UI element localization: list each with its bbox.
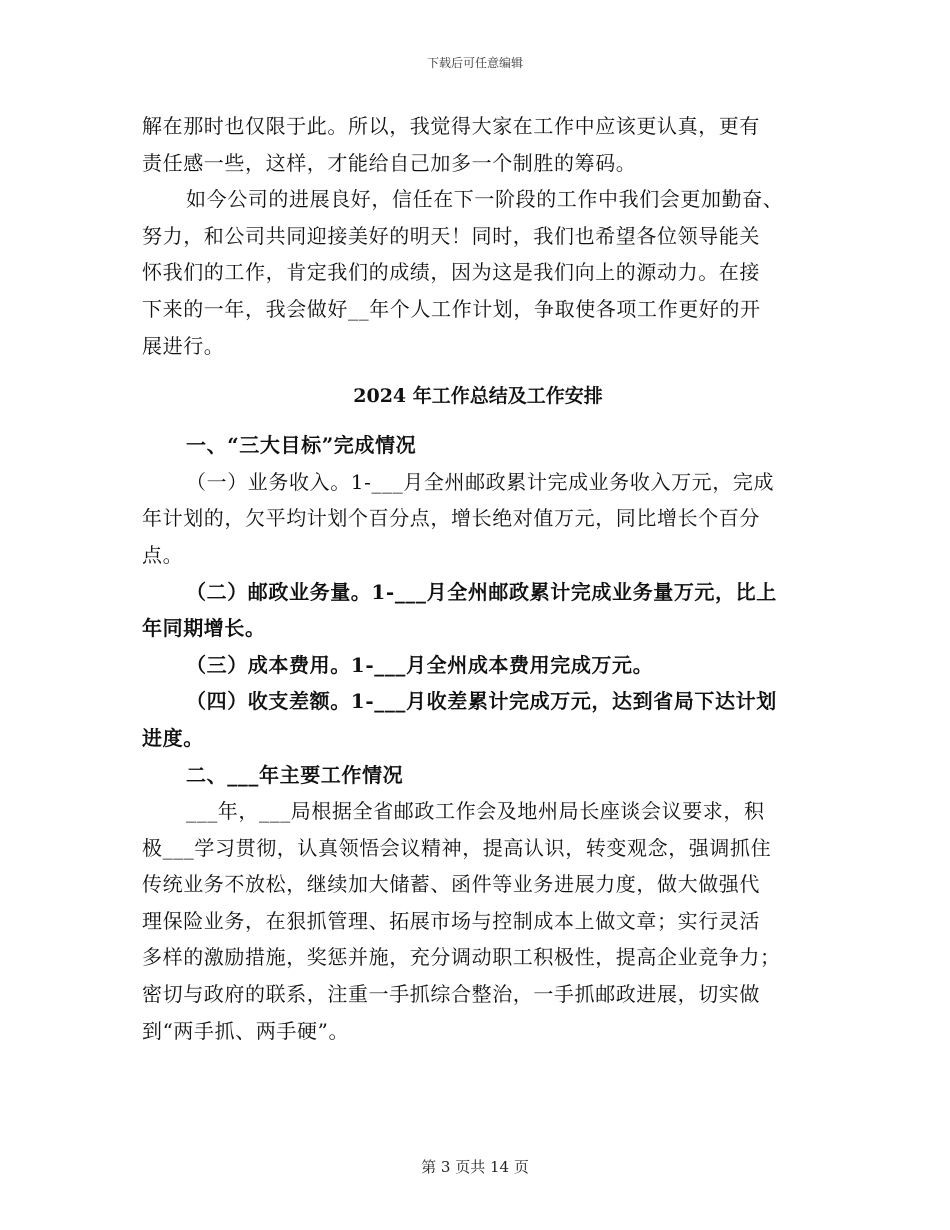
part2-line-2: 极___学习贯彻，认真领悟会议精神，提高认识，转变观念，强调抓住 [142,835,772,860]
part2-line-3: 传统业务不放松，继续加大储蓄、函件等业务进展力度，做大做强代 [142,872,760,897]
part2-line-4: 理保险业务，在狠抓管理、拓展市场与控制成本上做文章；实行灵活 [142,908,760,933]
intro-line-5: 怀我们的工作，肯定我们的成绩，因为这是我们向上的源动力。在接 [142,260,760,285]
section-title: 2024 年工作总结及工作安排 [353,385,603,408]
part2-line-7: 到“两手抓、两手硬”。 [142,1018,350,1043]
part2-line-5: 多样的激励措施，奖惩并施，充分调动职工积极性，提高企业竞争力； [142,945,781,970]
intro-line-2: 责任感一些，这样，才能给自己加多一个制胜的筹码。 [142,150,637,175]
document-body [142,108,814,1049]
intro-line-7: 展进行。 [142,333,225,358]
intro-line-4: 努力，和公司共同迎接美好的明天！同时，我们也希望各位领导能关 [142,223,760,248]
item3-line: （三）成本费用。1-___月全州成本费用完成万元。 [186,652,654,677]
part2-heading: 二、___年主要工作情况 [186,762,404,787]
intro-line-6: 下来的一年，我会做好__年个人工作计划，争取使各项工作更好的开 [142,296,761,321]
item2-line-2: 年同期增长。 [142,616,266,641]
item1-line-1: （一）业务收入。1-___月全州邮政累计完成业务收入万元，完成 [186,469,775,494]
part1-heading: 一、“三大目标”完成情况 [186,433,417,458]
part2-line-1: ___年，___局根据全省邮政工作会及地州局长座谈会议要求，积 [186,799,765,824]
item2-line-1: （二）邮政业务量。1-___月全州邮政累计完成业务量万元，比上 [186,579,777,604]
intro-line-1: 解在那时也仅限于此。所以，我觉得大家在工作中应该更认真，更有 [142,114,760,138]
item4-line-2: 进度。 [142,725,204,750]
page-footer: 第 3 页共 14 页 [421,1158,529,1176]
item1-line-3: 点。 [142,542,184,567]
item1-line-2: 年计划的，欠平均计划个百分点，增长绝对值万元，同比增长个百分 [142,506,760,531]
intro-line-3: 如今公司的进展良好，信任在下一阶段的工作中我们会更加勤奋、 [186,187,784,212]
page-header: 下载后可任意编辑 [426,56,523,70]
item4-line-1: （四）收支差额。1-___月收差累计完成万元，达到省局下达计划 [186,689,777,714]
part2-line-6: 密切与政府的联系，注重一手抓综合整治，一手抓邮政进展，切实做 [142,982,760,1007]
